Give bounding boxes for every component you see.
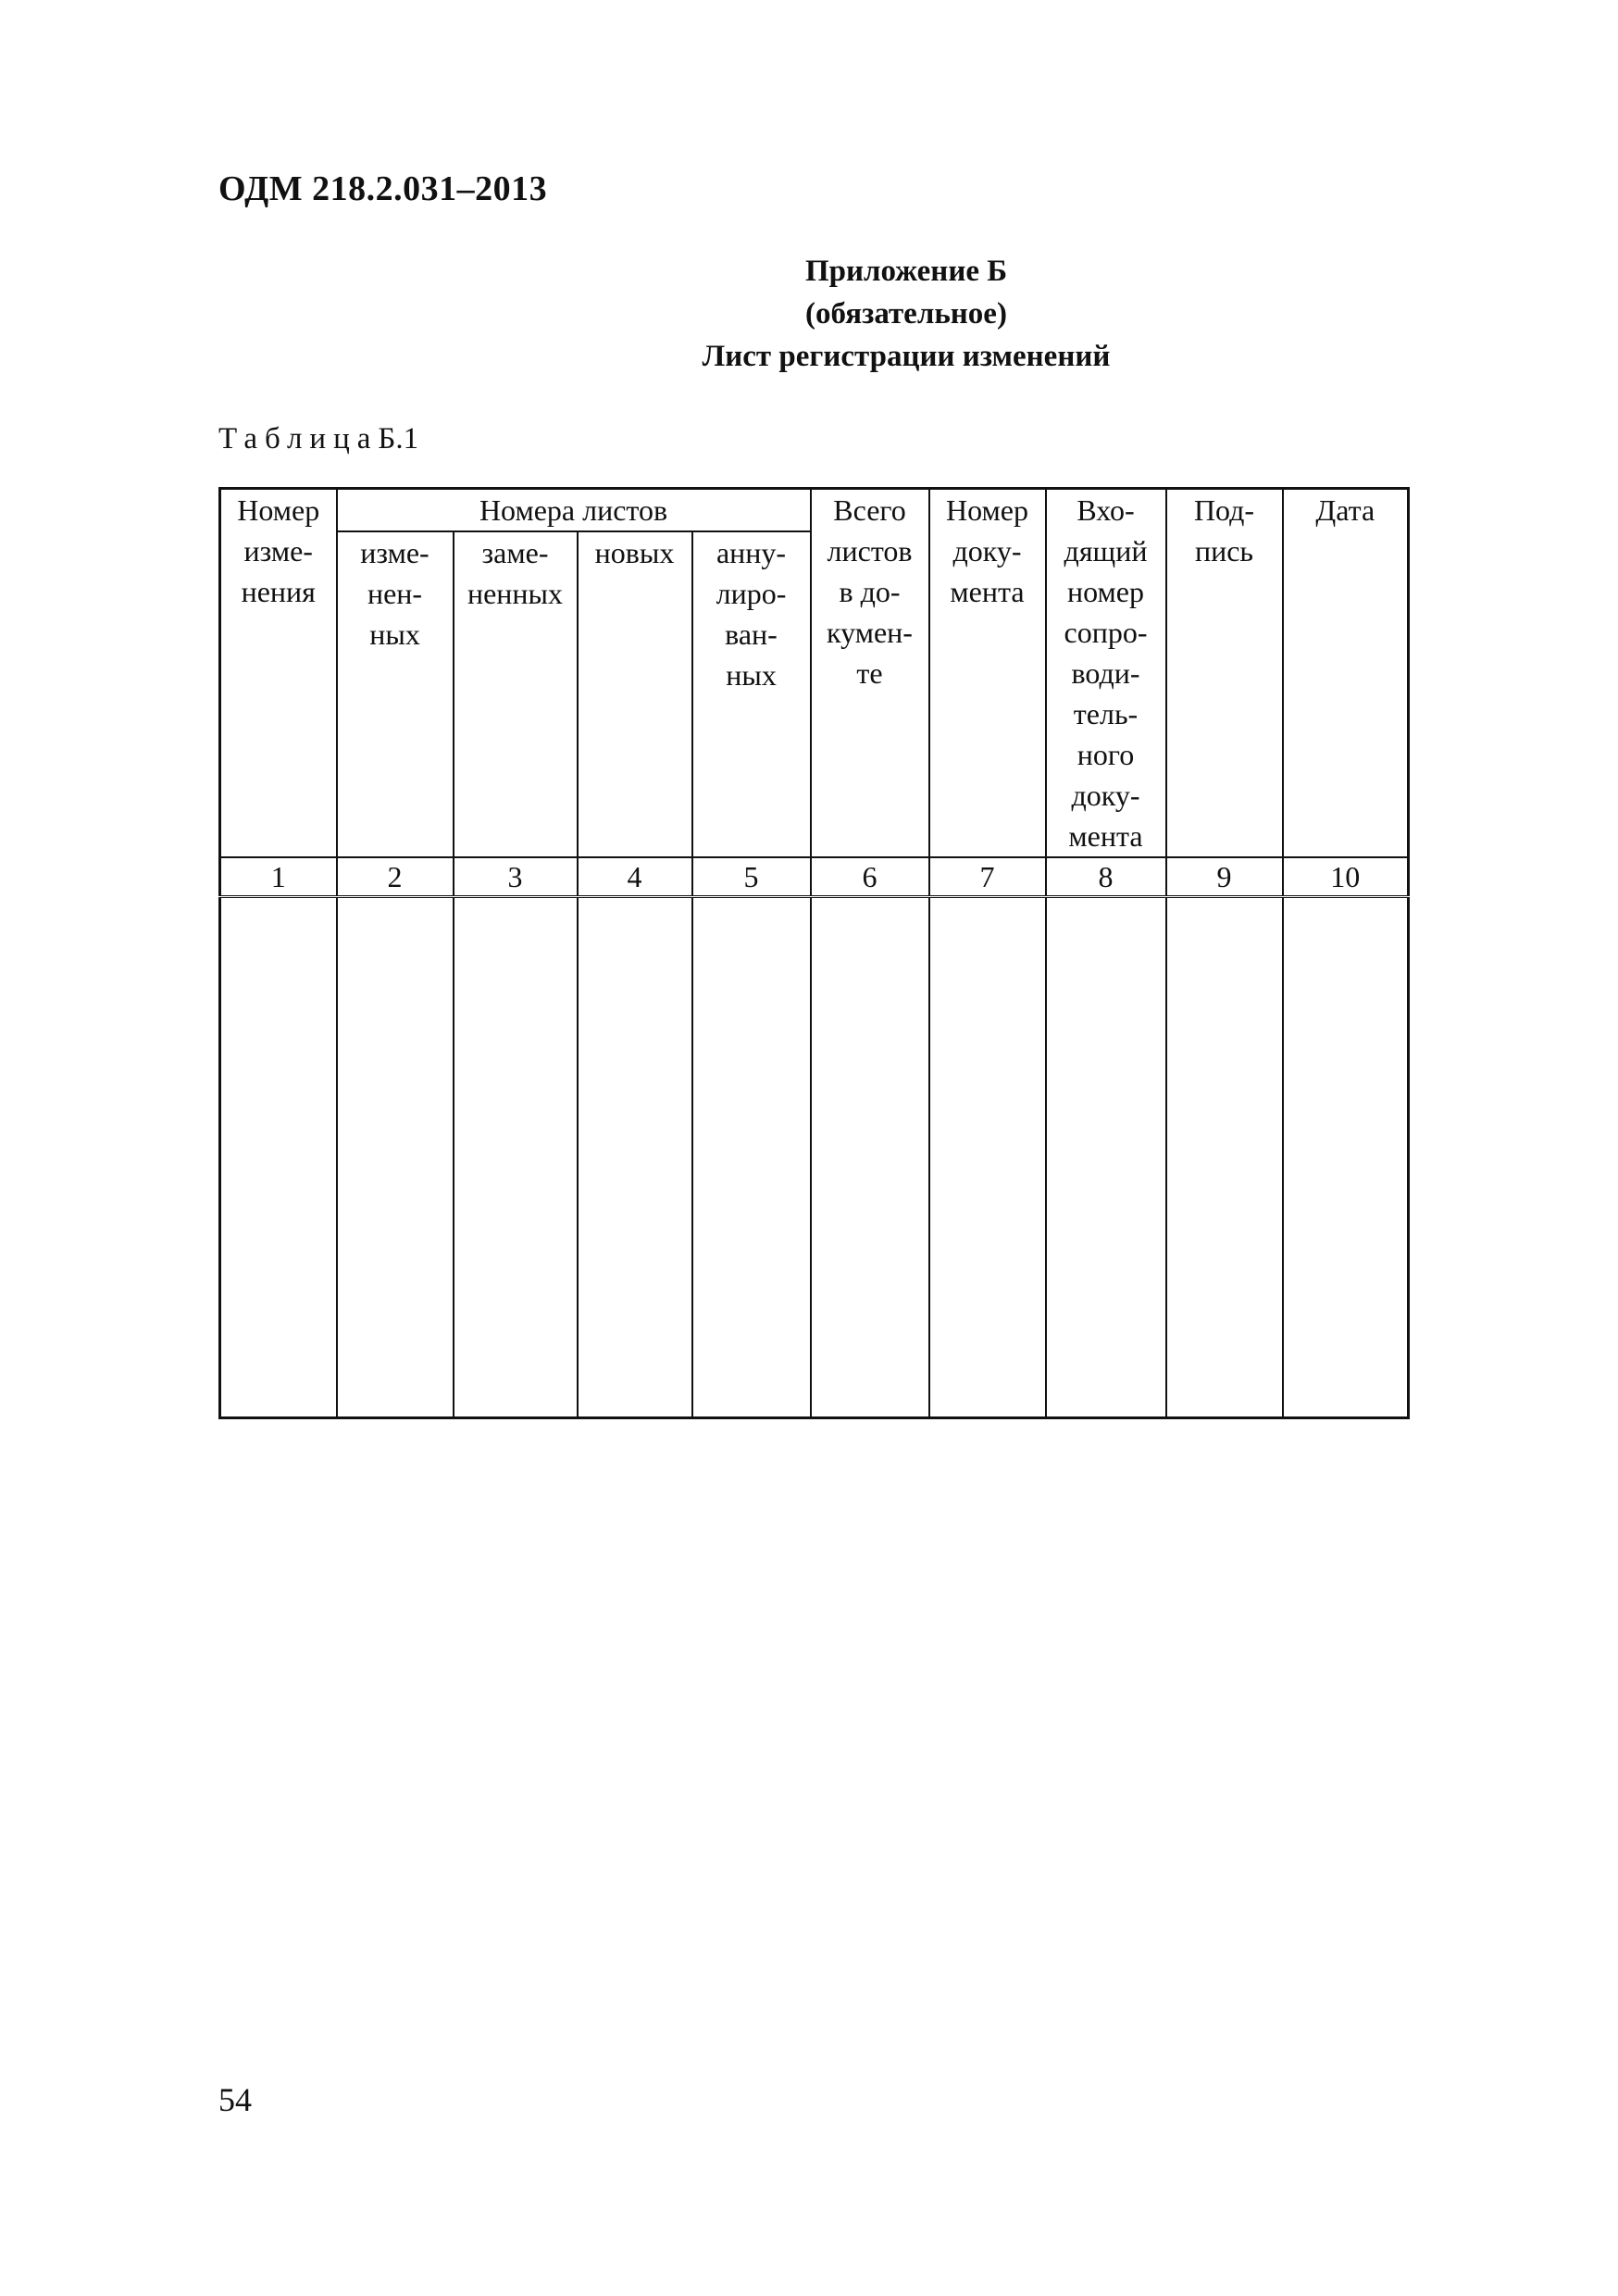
header-sheet-numbers-label: Номера листов [479, 493, 668, 527]
body-cell-date [1283, 897, 1409, 1418]
table-caption-word: Таблица [218, 422, 379, 455]
body-cell-document-number [929, 897, 1046, 1418]
header-changed-sheets-label: изме- нен- ных [360, 536, 429, 651]
column-number-cell: 5 [692, 857, 811, 897]
body-cell-signature [1166, 897, 1283, 1418]
column-number-cell: 4 [578, 857, 692, 897]
body-cell-incoming-number [1046, 897, 1166, 1418]
table-body-row [220, 897, 1409, 1418]
body-cell-new [578, 897, 692, 1418]
column-number-cell: 3 [454, 857, 578, 897]
body-cell-replaced [454, 897, 578, 1418]
column-number-cell: 1 [220, 857, 337, 897]
header-change-number-label: Номер изме- нения [237, 493, 320, 608]
header-new-sheets-label: новых [594, 536, 675, 569]
table-caption-number: Б.1 [378, 422, 419, 455]
appendix-name: Лист регистрации изменений [702, 340, 1111, 373]
header-replaced-sheets-label: заме- ненных [467, 536, 564, 610]
header-signature [1166, 489, 1283, 858]
header-incoming-number-label: Вхо- дящий номер сопро- води- тель- ного доку- мента [1064, 493, 1148, 853]
body-cell-annulled [692, 897, 811, 1418]
header-incoming-number [1046, 489, 1166, 858]
body-cell-total-sheets [811, 897, 929, 1418]
page-number: 54 [218, 2081, 252, 2118]
appendix-status: (обязательное) [805, 297, 1007, 331]
appendix-title: Приложение Б [804, 255, 1008, 288]
header-new-sheets [578, 531, 692, 857]
header-document-number [929, 489, 1046, 858]
column-number-cell: 7 [929, 857, 1046, 897]
column-number-cell: 2 [337, 857, 454, 897]
header-replaced-sheets [454, 531, 578, 857]
header-annulled-sheets [692, 531, 811, 857]
table-header-row [220, 489, 1409, 532]
header-sheet-numbers-group [337, 489, 811, 532]
document-code: ОДМ 218.2.031–2013 [218, 169, 548, 208]
body-cell-change-number [220, 897, 337, 1418]
header-annulled-sheets-label: анну- лиро- ван- ных [716, 536, 787, 692]
header-date-label: Дата [1315, 493, 1375, 527]
header-total-sheets-label: Всего листов в до- кумен- те [827, 493, 913, 690]
column-number-cell: 10 [1283, 857, 1409, 897]
column-number-cell: 6 [811, 857, 929, 897]
column-number-cell: 8 [1046, 857, 1166, 897]
header-changed-sheets [337, 531, 454, 857]
table-caption [218, 422, 418, 456]
column-number-row [220, 857, 1409, 897]
header-change-number [220, 489, 337, 858]
appendix-heading [0, 250, 1618, 378]
header-document-number-label: Номер доку- мента [946, 493, 1028, 608]
column-number-cell: 9 [1166, 857, 1283, 897]
header-total-sheets [811, 489, 929, 858]
body-cell-changed [337, 897, 454, 1418]
header-signature-label: Под- пись [1193, 493, 1255, 568]
header-date [1283, 489, 1409, 858]
change-registration-table [218, 487, 1410, 1419]
